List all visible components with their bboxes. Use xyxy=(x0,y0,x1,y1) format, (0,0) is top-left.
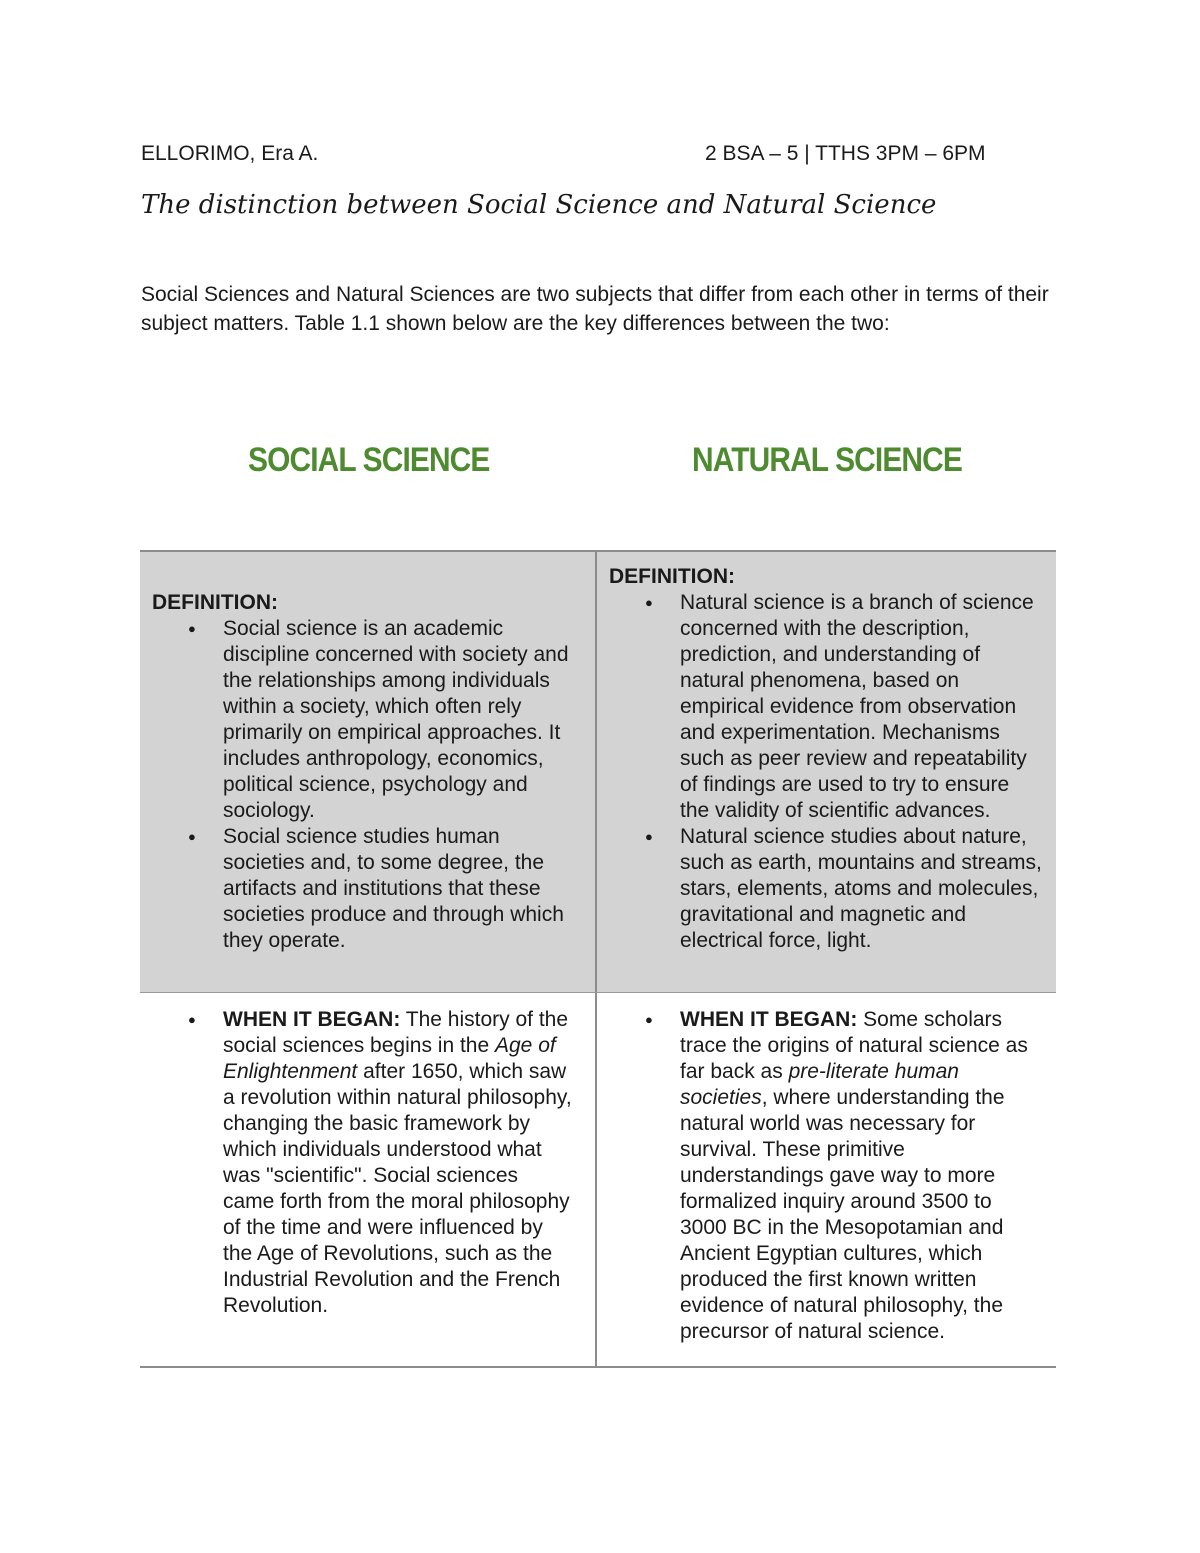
history-text: , where understanding the natural world was necessary for survival. These primitive understandings gave way to more formalized inquiry around 3500 to 3000 BC in the Mesopotamian and Ancient Egyptian cultures, which produced the first known written evidence of natural philosophy, the precursor of natural science. xyxy=(680,1086,1005,1343)
social-definition-cell xyxy=(140,552,597,992)
list-item: ● Social science is an academic discipline concerned with society and the relationships among individuals within a society, which often rely primarily on empirical approaches. It includes anthropology, economics, political science, psychology and sociology. xyxy=(223,616,575,824)
class-schedule: 2 BSA – 5 | TTHS 3PM – 6PM xyxy=(705,142,986,165)
definition-row xyxy=(140,552,1056,992)
history-row xyxy=(140,992,1056,1366)
history-emphasis: Age of Enlightenment xyxy=(223,1034,556,1083)
natural-definition-cell xyxy=(597,552,1054,992)
history-text: The history of the social sciences begins in the xyxy=(223,1008,569,1057)
history-emphasis: pre-literate human societies xyxy=(680,1060,959,1109)
when-label: WHEN IT BEGAN: xyxy=(680,1008,858,1031)
intro-paragraph: Social Sciences and Natural Sciences are two subjects that differ from each other in terms of their subject matters. Table 1.1 shown below are the key differences between the two: xyxy=(141,283,1049,335)
when-label: WHEN IT BEGAN: xyxy=(223,1008,401,1031)
social-history-list xyxy=(152,1007,575,1319)
history-text: after 1650, which saw a revolution within natural philosophy, changing the basic framework by which individuals understood what was "scientific". Social sciences came forth from the moral philosophy of the time and were influenced by the Age of Revolutions, such as the Industrial Revolution and the French Revolution. xyxy=(223,1060,572,1317)
list-item: ● Natural science studies about nature, such as earth, mountains and streams, stars, elements, atoms and molecules, gravitational and magnetic and electrical force, light. xyxy=(680,824,1042,954)
comparison-table xyxy=(140,550,1056,1368)
social-science-heading: SOCIAL SCIENCE xyxy=(248,441,490,479)
history-text: Some scholars trace the origins of natural science as far back as xyxy=(680,1008,1028,1083)
list-item: ● Social science studies human societies and, to some degree, the artifacts and institutions that these societies produce and through which they operate. xyxy=(223,824,575,954)
list-item: ● Natural science is a branch of science concerned with the description, prediction, and understanding of natural phenomena, based on empirical evidence from observation and experimentation. Mechanisms such as peer review and repeatability of findings are used to try to ensure the validity of scientific advances. xyxy=(680,590,1042,824)
social-definition-list xyxy=(152,616,575,954)
definition-label: DEFINITION: xyxy=(609,565,735,588)
natural-science-heading: NATURAL SCIENCE xyxy=(692,441,962,479)
natural-history-list xyxy=(609,1007,1042,1345)
social-history-cell xyxy=(140,993,597,1366)
natural-definition-list xyxy=(609,590,1042,954)
document-title: The distinction between Social Science and Natural Science xyxy=(141,190,937,220)
student-name: ELLORIMO, Era A. xyxy=(141,142,319,165)
definition-label: DEFINITION: xyxy=(152,591,278,614)
natural-history-cell xyxy=(597,993,1054,1366)
list-item xyxy=(223,1007,575,1319)
list-item xyxy=(680,1007,1042,1345)
